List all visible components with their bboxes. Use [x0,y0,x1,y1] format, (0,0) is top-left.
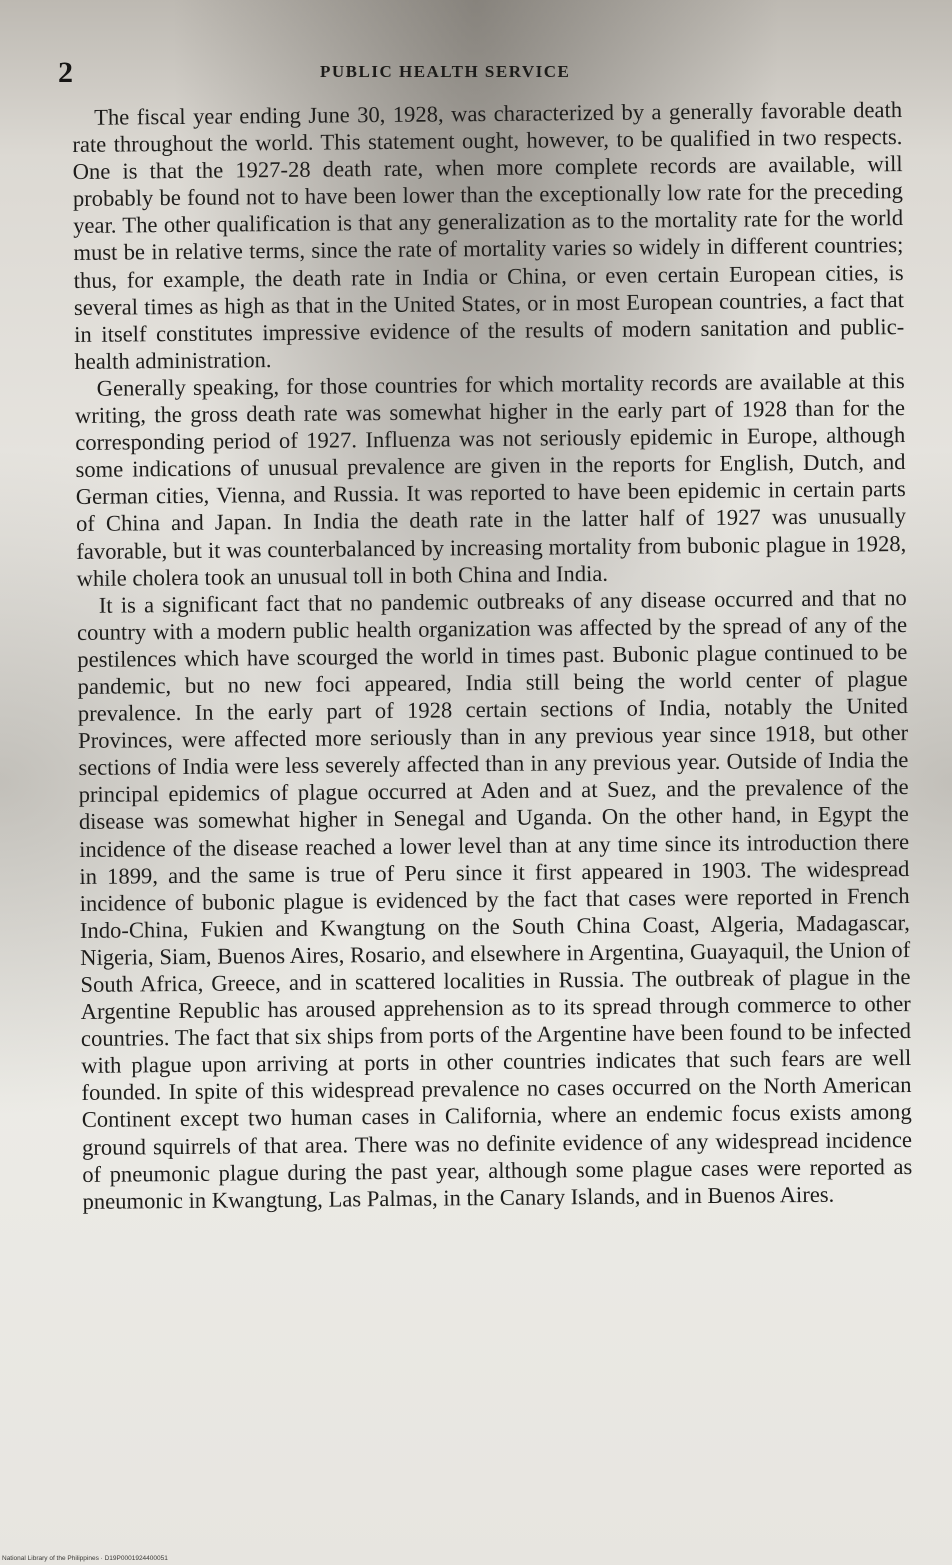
scan-footer: National Library of the Philippines · D19P0001924400051 [2,1555,168,1562]
paragraph: The fiscal year ending June 30, 1928, was characterized by a generally favorable death rate throughout the world. This statement ought, however, to be qualified in two respects. One is that the 1927-28 death rate, when more complete records are available, will probably be found not to have been lower than the exceptionally low rate for the preceding year. The other qualification is that any generalization as to the mortality rate for the world must be in relative terms, since the rate of mortality varies so widely in different countries; thus, for example, the death rate in India or China, or even certain European cities, is several times as high as that in the United States, or in most European countries, a fact that in itself constitutes impressive evidence of the results of modern sanitation and public-health administration. [72,97,905,374]
page-header [50,50,922,90]
running-head: PUBLIC HEALTH SERVICE [320,62,571,81]
page-number: 2 [58,56,73,89]
paragraph: It is a significant fact that no pandemic outbreaks of any disease occurred and that no country with a modern public health organization was affected by the spread of any of the pestilences which have scourged the world in times past. Bubonic plague continued to be pandemic, but no new foci appeared, India still being the world center of plague prevalence. In the early part of 1928 certain sections of India, notably the United Provinces, were affected more seriously than in any previous year since 1918, but other sections of India were less severely affected than in any previous year. Outside of India the principal epidemics of plague occurred at Aden and at Suez, and the prevalence of the disease was somewhat higher in Senegal and Uganda. On the other hand, in Egypt the incidence of the disease reached a lower level than at any time since its introduction there in 1899, and the same is true of Peru since it first appeared in 1903. The widespread incidence of bubonic plague is evidenced by the fact that cases were reported in French Indo-China, Fukien and Kwangtung on the South China Coast, Algeria, Madagascar, Nigeria, Siam, Buenos Aires, Rosario, and elsewhere in Argentina, Guayaquil, the Union of South Africa, Greece, and in scattered localities in Russia. The outbreak of plague in the Argentine Republic has aroused apprehension as to its spread through commerce to other countries. The fact that six ships from ports of the Argentine have been found to be infected with plague upon arriving at ports in other countries indicates that such fears are well founded. In spite of this widespread prevalence no cases occurred on the North American Continent except two human cases in California, where an endemic focus exists among ground squirrels of that area. There was no definite evidence of any widespread incidence of pneumonic plague during the past year, although some plague cases were reported as pneumonic in Kwangtung, Las Palmas, in the Canary Islands, and in Buenos Aires. [76,584,913,1214]
body-text [72,96,913,1215]
paragraph: Generally speaking, for those countries for which mortality records are available at this writing, the gross death rate was somewhat higher in the early part of 1928 than for the corresponding period of 1927. Influenza was not seriously epidemic in Europe, although some indications of unusual prevalence are given in the reports for English, Dutch, and German cities, Vienna, and Russia. It was reported to have been epidemic in certain parts of China and Japan. In India the death rate in the latter half of 1927 was unusually favorable, but it was counterbalanced by increasing mortality from bubonic plague in 1928, while cholera took an unusual toll in both China and India. [74,367,907,591]
